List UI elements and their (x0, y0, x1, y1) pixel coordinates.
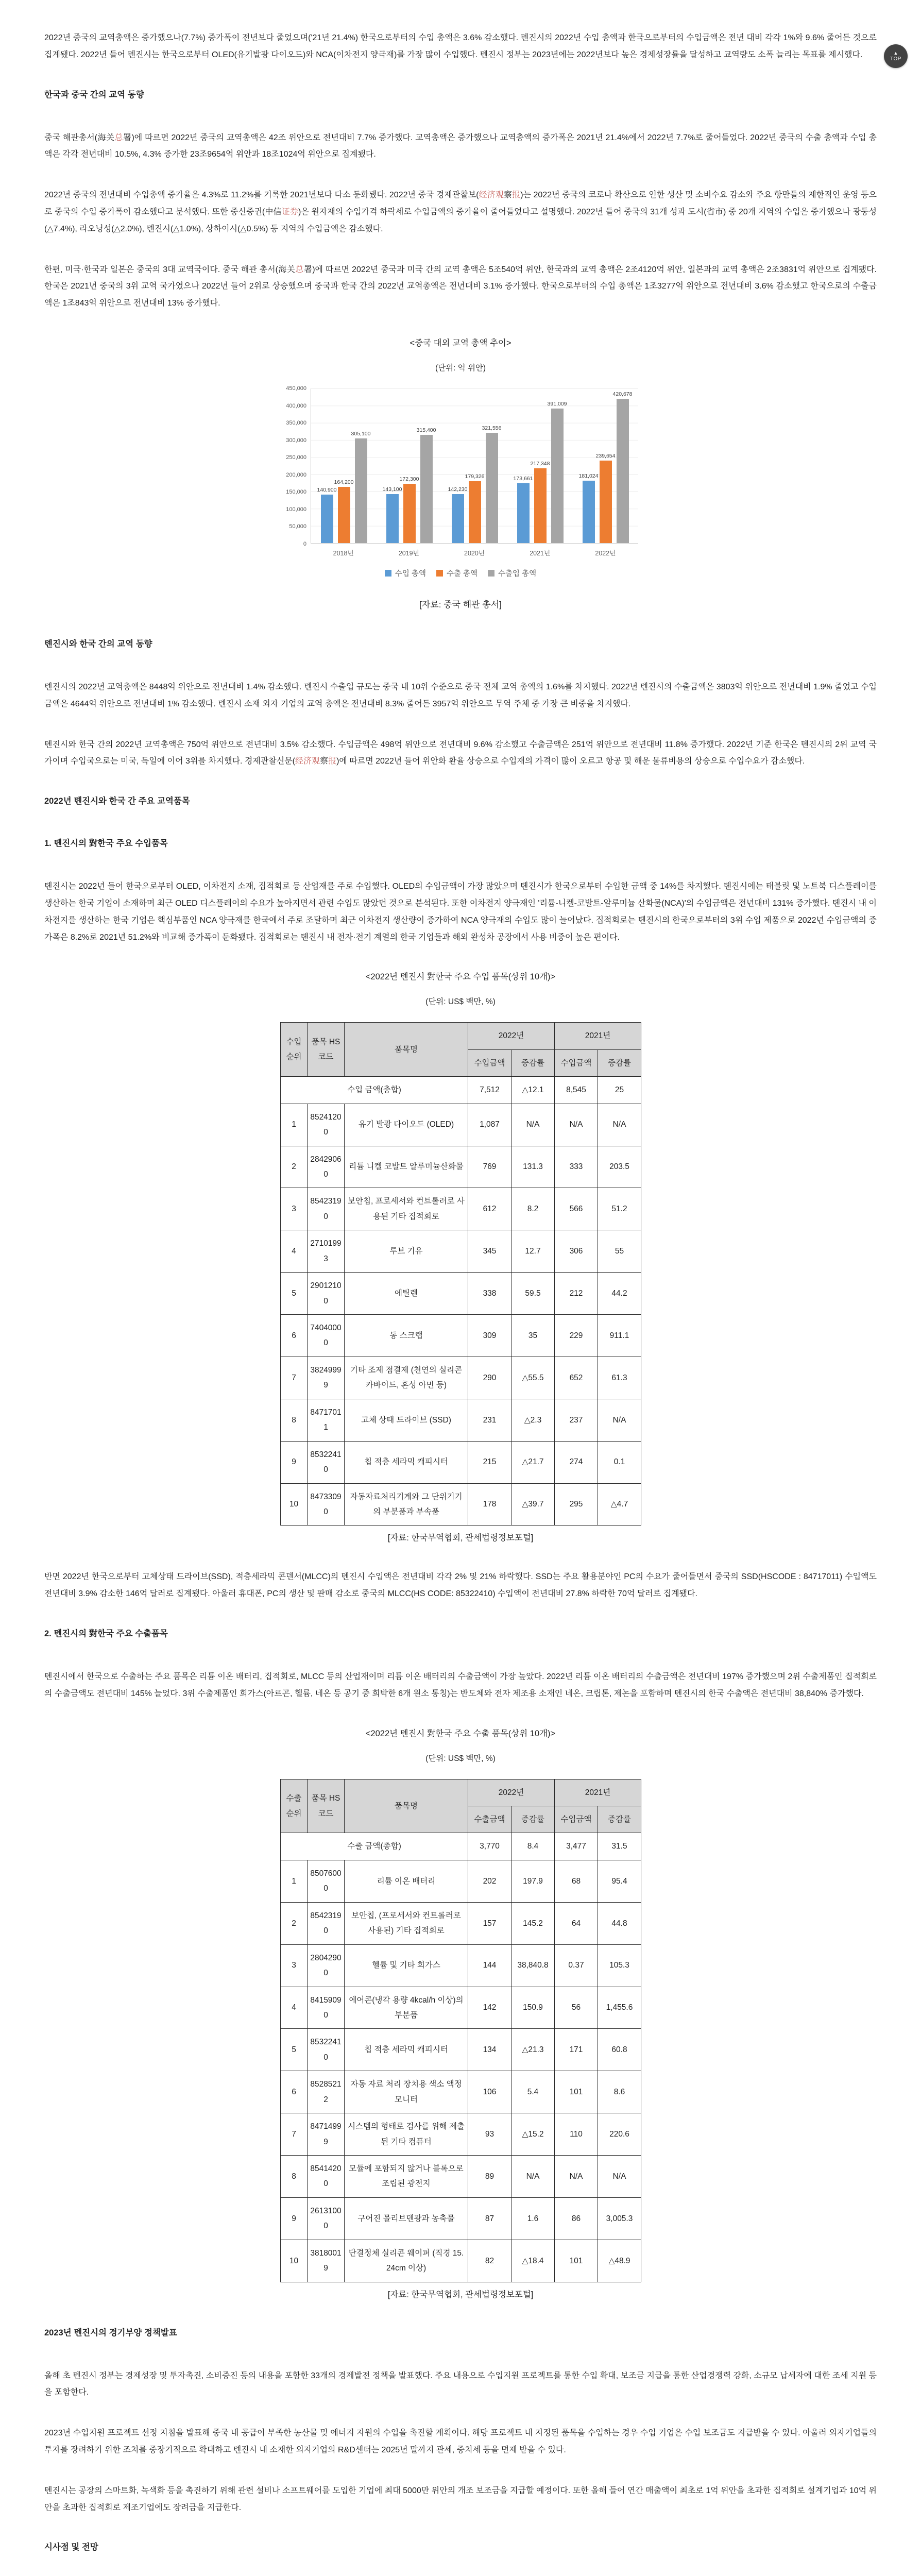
table-cell: 8.2 (511, 1188, 555, 1230)
export-table-unit: (단위: US$ 백만, %) (425, 1754, 496, 1763)
table-cell: 단결정체 실리콘 웨이퍼 (직경 15.24cm 이상) (345, 2240, 468, 2282)
table-cell: 290 (468, 1357, 511, 1399)
table-cell: 5 (281, 1273, 308, 1315)
table-cell: 134 (468, 2029, 511, 2071)
table-cell: 0.37 (555, 1944, 598, 1987)
table-cell: △15.2 (511, 2113, 555, 2156)
table-cell: 229 (555, 1315, 598, 1357)
legend-item (436, 568, 477, 579)
table-cell: 8 (281, 1399, 308, 1441)
chart-area (283, 385, 638, 557)
chart-plot-area (311, 388, 638, 544)
table-cell: △21.7 (511, 1441, 555, 1483)
table-cell: 338 (468, 1273, 511, 1315)
table-cell: 85322410 (308, 2029, 345, 2071)
table-cell: 시스템의 형태로 검사를 위해 제출된 기타 컴퓨터 (345, 2113, 468, 2156)
section-heading-trade-items: 2022년 톈진시와 한국 간 주요 교역품목 (44, 796, 190, 806)
column-header: 수입금액 (555, 1049, 598, 1076)
paragraph: 한편, 미국·한국과 일본은 중국의 3대 교역국이다. 중국 해관 총서(海关总署)에 따르면 2022년 중국과 미국 간의 교역 총액은 5조540억 위안, 한국과의 교역 총액은 2조4120억 위안, 일본과의 교역 총액은 2조3831억 위안으로 집계됐다. 한국은 2021년 중국의 3위 교역 국가였으나 2022년 들어 2위로 상승했으며 중국과 한국 간의 2022년 교역총액은 전년대비 3.1% 증가했다. 한국으로부터의 수입 총액은 1조3277억 위안으로 전년대비 3.6% 감소했고 한국으로의 수출금액은 1조843억 위안으로 전년대비 13% 증가했다. (44, 265, 877, 308)
table-cell: 3,477 (555, 1833, 598, 1860)
table-cell: 82 (468, 2240, 511, 2282)
table-cell: △4.7 (598, 1483, 641, 1526)
table-cell: 유기 발광 다이오드 (OLED) (345, 1104, 468, 1146)
column-header: 증감률 (598, 1806, 641, 1833)
table-cell: 자동 자료 처리 장치용 색소 액정 모니터 (345, 2071, 468, 2113)
import-table-title: <2022년 톈진시 對한국 주요 수입 품목(상위 10개)> (365, 972, 556, 982)
table-row (281, 1357, 641, 1399)
table-cell: 1,455.6 (598, 1987, 641, 2029)
table-cell: 144 (468, 1944, 511, 1987)
x-axis-tick-label: 2021년 (530, 549, 551, 557)
table-cell: N/A (555, 2156, 598, 2198)
table-cell: 171 (555, 2029, 598, 2071)
table-cell: 157 (468, 1902, 511, 1944)
chart-bar (420, 435, 433, 543)
table-cell: 4 (281, 1230, 308, 1273)
table-cell: 0.1 (598, 1441, 641, 1483)
table-total-row (281, 1077, 641, 1104)
bar-value-label: 181,024 (578, 473, 599, 480)
column-header: 2021년 (555, 1023, 641, 1049)
table-cell: 84159090 (308, 1987, 345, 2029)
legend-swatch-icon (488, 570, 494, 577)
table-row (281, 2156, 641, 2198)
legend-label: 수입 총액 (395, 569, 426, 578)
paragraph: 톈진시와 한국 간의 2022년 교역총액은 750억 위안으로 전년대비 3.5% 감소했다. 수입금액은 498억 위안으로 전년대비 9.6% 감소했고 수출금액은 251억 위안으로 전년대비 11.8% 증가했다. 2022년 기준 한국은 톈진시의 2위 교역 국가이며 수입국으로는 미국, 독일에 이어 3위를 차지했다. 경제관찰신문(经济观察报)에 따르면 2022년 들어 위안화 환율 상승으로 수입재의 가격이 많이 오르고 항공 및 해운 물류비용의 상승으로 수입수요가 감소했다. (44, 740, 877, 766)
legend-item (385, 568, 426, 579)
table-cell: 911.1 (598, 1315, 641, 1357)
table-cell: 64 (555, 1902, 598, 1944)
import-table-source: [자료: 한국무역협회, 관세법령정보포털] (387, 1533, 534, 1543)
column-header: 증감률 (511, 1049, 555, 1076)
table-cell: 215 (468, 1441, 511, 1483)
x-axis-tick-label: 2018년 (333, 549, 354, 557)
table-cell: 1.6 (511, 2197, 555, 2240)
sub-heading-import-items: 1. 톈진시의 對한국 주요 수입품목 (44, 839, 168, 849)
table-row (281, 2071, 641, 2113)
table-cell: N/A (598, 2156, 641, 2198)
paragraph: 톈진시에서 한국으로 수출하는 주요 품목은 리튬 이온 배터리, 집적회로, MLCC 등의 산업재이며 리튬 이온 배터리의 수출금액이 가장 높았다. 2022년 리튬 이온 배터리의 수출금액은 전년대비 197% 증가했으며 2위 수출제품인 집적회로의 수출금액도 전년대비 145% 늘었다. 3위 수출제품인 희가스(아르곤, 헬륨, 네온 등 공기 중 희박한 6개 원소 통칭)는 반도체와 전자 제조용 소재인 네온, 크립톤, 제논을 포함하며 톈진시의 한국 수출액은 전년대비 38,840% 증가했다. (44, 1672, 877, 1698)
table-cell: 구어진 몰리브덴광과 농축물 (345, 2197, 468, 2240)
table-cell: 10 (281, 1483, 308, 1526)
table-cell: 7 (281, 1357, 308, 1399)
table-cell: △18.4 (511, 2240, 555, 2282)
table-cell: 2 (281, 1146, 308, 1188)
legend-item (488, 568, 536, 579)
table-cell: △21.3 (511, 2029, 555, 2071)
column-header: 수입금액 (555, 1806, 598, 1833)
table-row (281, 2113, 641, 2156)
table-cell: △39.7 (511, 1483, 555, 1526)
table-cell: 리튬 니켈 코발트 알루미늄산화물 (345, 1146, 468, 1188)
chart-bar (486, 433, 498, 543)
table-cell: 에틸렌 (345, 1273, 468, 1315)
bar-value-label: 315,400 (416, 427, 436, 433)
table-cell: 수출 금액(총합) (281, 1833, 468, 1860)
table-row (281, 1104, 641, 1146)
bar-value-label: 391,009 (547, 401, 567, 408)
table-cell: 59.5 (511, 1273, 555, 1315)
table-cell: 보안칩, 프로세서와 컨트롤러로 사용된 기타 집적회로 (345, 1188, 468, 1230)
table-cell: 212 (555, 1273, 598, 1315)
section-heading-tianjin-korea: 톈진시와 한국 간의 교역 동향 (44, 639, 152, 649)
table-cell: 12.7 (511, 1230, 555, 1273)
legend-label: 수출 총액 (446, 569, 478, 578)
table-cell: 85414200 (308, 2156, 345, 2198)
table-cell: 3,770 (468, 1833, 511, 1860)
table-cell: 68 (555, 1860, 598, 1902)
bar-group (578, 388, 633, 543)
table-cell: 칩 적층 세라믹 캐피시터 (345, 1441, 468, 1483)
table-cell: 220.6 (598, 2113, 641, 2156)
paragraph: 톈진시의 2022년 교역총액은 8448억 위안으로 전년대비 1.4% 감소했다. 톈진시 수출입 규모는 중국 내 10위 수준으로 중국 전체 교역 총액의 1.6%를 차지했다. 2022년 톈진시의 수출금액은 3803억 위안으로 전년대비 1.9% 줄었고 수입금액은 4644억 위안으로 전년대비 1% 감소했다. 톈진시 소재 외자 기업의 교역 총액은 전년대비 8.3% 줄어든 3957억 위안으로 무역 주체 중 가장 큰 비중을 차지했다. (44, 682, 877, 708)
table-row (281, 1230, 641, 1273)
top-button-label: TOP (890, 56, 901, 62)
chart-source: [자료: 중국 해관 총서] (419, 599, 502, 609)
table-cell: 178 (468, 1483, 511, 1526)
import-table-block (280, 970, 641, 1526)
table-cell: N/A (511, 2156, 555, 2198)
table-cell: 동 스크랩 (345, 1315, 468, 1357)
chart-bar (403, 484, 416, 543)
table-cell: N/A (598, 1399, 641, 1441)
table-cell: 309 (468, 1315, 511, 1357)
chart-bar (452, 494, 464, 543)
table-row (281, 2240, 641, 2282)
table-cell: 6 (281, 1315, 308, 1357)
legend-swatch-icon (385, 570, 391, 577)
import-table-unit: (단위: US$ 백만, %) (425, 997, 496, 1007)
chart-bar (551, 409, 564, 543)
table-cell: 29012100 (308, 1273, 345, 1315)
chart-bar (469, 481, 481, 543)
table-cell: 231 (468, 1399, 511, 1441)
table-cell: 25 (598, 1077, 641, 1104)
table-cell: 84733090 (308, 1483, 345, 1526)
table-cell: 28429060 (308, 1146, 345, 1188)
x-axis-tick-label: 2020년 (464, 549, 485, 557)
table-cell: 38249999 (308, 1357, 345, 1399)
bar-value-label: 321,556 (482, 425, 502, 431)
table-header-row (281, 1779, 641, 1806)
table-row (281, 2197, 641, 2240)
chart-title: <중국 대외 교역 총액 추이> (410, 338, 511, 348)
table-cell: 1 (281, 1104, 308, 1146)
bar-value-label: 173,661 (513, 476, 533, 482)
table-cell: 8.6 (598, 2071, 641, 2113)
bar-value-label: 142,230 (448, 486, 468, 493)
paragraph: 톈진시는 2022년 들어 한국으로부터 OLED, 이차전지 소재, 집적회로 등 산업재를 주로 수입했다. OLED의 수입금액이 가장 많았으며 톈진시가 한국으로부터 수입한 금액 중 14%를 차지했다. 톈진시에는 태블릿 및 노트북 디스플레이를 생산하는 한국 기업이 소재하며 최근 OLED 디스플레이의 수요가 높아지면서 관련 수입도 많았던 것으로 분석된다. 또한 이차전지 양극재인 '리튬-니켈-코발트-알루미늄 산화물(NCA)'의 수입금액은 전년대비 131% 증가했다. 톈진시 내 이차전지를 생산하는 한국 기업은 핵심부품인 NCA 양극재를 한국에서 주로 조달하며 최근 이차전지 생산량이 증가하여 NCA 양극재의 수입도 많이 늘어났다. 집적회로는 톈진시의 한국으로부터의 3위 수입 제품으로 2022년 수입금액의 증가폭은 8.2%로 2021년 51.2%와 비교해 증가폭이 둔화됐다. 집적회로는 톈진시 내 전자·전기 계열의 한국 기업들과 해외 완성차 공장에서 사용 비중이 높은 편이다. (44, 882, 877, 942)
table-cell: 31.5 (598, 1833, 641, 1860)
column-header: 증감률 (598, 1049, 641, 1076)
table-cell: 5.4 (511, 2071, 555, 2113)
table-cell: 85076000 (308, 1860, 345, 1902)
table-cell: N/A (598, 1104, 641, 1146)
column-header: 품목명 (345, 1023, 468, 1077)
table-row (281, 1315, 641, 1357)
table-cell: 10 (281, 2240, 308, 2282)
chart-y-axis: 450,000 400,000 350,000 300,000 250,000 200,000 150,000 100,000 50,000 0 (286, 385, 306, 547)
table-cell: 87 (468, 2197, 511, 2240)
table-cell: 566 (555, 1188, 598, 1230)
bar-value-label: 420,678 (612, 391, 633, 397)
table-cell: 652 (555, 1357, 598, 1399)
chart-bar (534, 468, 547, 543)
chart-x-axis (311, 544, 638, 557)
import-table (280, 1022, 641, 1526)
scroll-to-top-button[interactable] (884, 44, 908, 68)
table-cell: △48.9 (598, 2240, 641, 2282)
table-cell: 3,005.3 (598, 2197, 641, 2240)
table-cell: 150.9 (511, 1987, 555, 2029)
table-cell: 85241200 (308, 1104, 345, 1146)
table-cell: 8,545 (555, 1077, 598, 1104)
table-cell: △2.3 (511, 1399, 555, 1441)
table-cell: 8 (281, 2156, 308, 2198)
table-cell: 51.2 (598, 1188, 641, 1230)
table-cell: 칩 적층 세라믹 캐피시터 (345, 2029, 468, 2071)
chevron-up-icon: ▲ (893, 50, 898, 56)
table-cell: 89 (468, 2156, 511, 2198)
chart-bar (386, 494, 399, 543)
table-cell: 237 (555, 1399, 598, 1441)
table-cell: 110 (555, 2113, 598, 2156)
table-cell: 루브 기유 (345, 1230, 468, 1273)
table-cell: 수입 금액(총합) (281, 1077, 468, 1104)
table-cell: 84714999 (308, 2113, 345, 2156)
table-cell: 61.3 (598, 1357, 641, 1399)
table-cell: 86 (555, 2197, 598, 2240)
bar-chart (283, 385, 638, 579)
table-cell: 295 (555, 1483, 598, 1526)
table-cell: 리튬 이온 배터리 (345, 1860, 468, 1902)
table-row (281, 1860, 641, 1902)
bar-value-label: 164,200 (334, 479, 354, 485)
bar-value-label: 172,300 (399, 476, 419, 483)
table-cell: 7,512 (468, 1077, 511, 1104)
intro-paragraph: 2022년 중국의 교역총액은 증가했으나(7.7%) 증가폭이 전년보다 줄었으며('21년 21.4%) 한국으로부터의 수입 총액은 3.6% 감소했다. 톈진시의 2022년 수입 총액과 한국으로부터의 수입금액은 전년 대비 각각 1%와 9.6% 줄어든 것으로 집계됐다. 2022년 들어 톈진시는 한국으로부터 OLED(유기발광 다이오드)와 NCA(이차전지 양극재)를 가장 많이 수입했다. 톈진시 정부는 2023년에는 2022년보다 높은 경제성장률을 달성하고 교역량도 소폭 늘리는 목표를 제시했다. (44, 33, 877, 59)
table-cell: 145.2 (511, 1902, 555, 1944)
table-cell: 7 (281, 2113, 308, 2156)
table-row (281, 1441, 641, 1483)
table-cell: 105.3 (598, 1944, 641, 1987)
table-cell: 5 (281, 2029, 308, 2071)
table-cell: 44.8 (598, 1902, 641, 1944)
column-header: 품목명 (345, 1779, 468, 1833)
chart-bar (355, 438, 367, 543)
table-cell: 2 (281, 1902, 308, 1944)
table-cell: 기타 조제 점결제 (천연의 실리콘 카바이드, 혼성 아민 등) (345, 1357, 468, 1399)
table-cell: 142 (468, 1987, 511, 2029)
table-cell: 9 (281, 1441, 308, 1483)
table-cell: 3 (281, 1944, 308, 1987)
table-cell: 95.4 (598, 1860, 641, 1902)
table-cell: 자동자료처리기계와 그 단위기기의 부분품과 부속품 (345, 1483, 468, 1526)
table-cell: 202 (468, 1860, 511, 1902)
table-cell: 보안칩, (프로세서와 컨트롤러로 사용된) 기타 집적회로 (345, 1902, 468, 1944)
table-cell: 1,087 (468, 1104, 511, 1146)
bar-group (382, 388, 436, 543)
chart-bar (338, 487, 350, 543)
table-cell: 27101993 (308, 1230, 345, 1273)
table-cell: 85423190 (308, 1188, 345, 1230)
chart-bar (583, 481, 595, 543)
chart-legend (283, 568, 638, 579)
bar-group (450, 388, 500, 543)
bar-value-label: 143,100 (382, 486, 402, 493)
table-row (281, 1146, 641, 1188)
table-cell: 274 (555, 1441, 598, 1483)
paragraph: 2023년 수입지원 프로젝트 선정 지침을 발표해 중국 내 공급이 부족한 농산물 및 에너지 자원의 수입을 촉진할 계획이다. 해당 프로젝트 내 지정된 품목을 수입하는 경우 수입 기업은 수입 보조금도 지급받을 수 있다. 아울러 외자기업들의 투자를 장려하기 위한 조치를 중장기적으로 확대하고 톈진시 내 소재한 외자기업의 R&D센터는 2025년 말까지 관세, 증치세 등을 면제 받을 수 있다. (44, 2429, 877, 2455)
table-row (281, 1399, 641, 1441)
table-cell: 38180019 (308, 2240, 345, 2282)
bar-value-label: 305,100 (351, 430, 371, 437)
bar-group (513, 388, 567, 543)
table-cell: 306 (555, 1230, 598, 1273)
column-header: 증감률 (511, 1806, 555, 1833)
paragraph: 2022년 중국의 전년대비 수입총액 증가율은 4.3%로 11.2%를 기록한 2021년보다 다소 둔화됐다. 2022년 중국 경제관찰보(经济观察报)는 2022년 중국의 코로나 확산으로 인한 생산 및 소비수요 감소와 주요 항만들의 제한적인 운영 등으로 중국의 수입 증가폭이 감소했다고 분석했다. 또한 중신증권(中信证券)은 원자재의 수입가격 하락세로 수입금액의 증가율이 줄어들었다고 설명했다. 2022년 들어 중국의 31개 성과 도시(省市) 중 20개 지역의 수입은 증가했으나 광둥성(△7.4%), 라오닝성(△2.0%), 톈진시(△1.0%), 상하이시(△0.5%) 등 지역의 수입금액은 감소했다. (44, 191, 877, 233)
table-cell: 3 (281, 1188, 308, 1230)
chart-bar (600, 461, 612, 543)
table-header-row (281, 1023, 641, 1049)
table-cell: N/A (511, 1104, 555, 1146)
bar-value-label: 140,900 (317, 487, 337, 494)
bar-value-label: 217,348 (530, 461, 550, 467)
section-heading-outlook: 시사점 및 전망 (44, 2543, 98, 2552)
chart-bar (617, 399, 629, 543)
table-cell: △55.5 (511, 1357, 555, 1399)
export-table-source: [자료: 한국무역협회, 관세법령정보포털] (387, 2290, 534, 2299)
table-cell: 85322410 (308, 1441, 345, 1483)
table-cell: 85285212 (308, 2071, 345, 2113)
table-cell: 93 (468, 2113, 511, 2156)
table-row (281, 1273, 641, 1315)
table-cell: 101 (555, 2240, 598, 2282)
table-cell: 203.5 (598, 1146, 641, 1188)
table-cell: 에어콘(냉각 용량 4kcal/h 이상)의 부분품 (345, 1987, 468, 2029)
chart-bar (517, 483, 530, 543)
column-header: 수출 순위 (281, 1779, 308, 1833)
column-header: 2022년 (468, 1023, 555, 1049)
table-total-row (281, 1833, 641, 1860)
table-cell: 35 (511, 1315, 555, 1357)
table-cell: 고체 상태 드라이브 (SSD) (345, 1399, 468, 1441)
table-cell: 60.8 (598, 2029, 641, 2071)
table-cell: 28042900 (308, 1944, 345, 1987)
x-axis-tick-label: 2019년 (398, 549, 419, 557)
table-cell: 612 (468, 1188, 511, 1230)
chart-bar (321, 495, 333, 543)
export-table-title: <2022년 톈진시 對한국 주요 수출 품목(상위 10개)> (365, 1728, 556, 1738)
bar-value-label: 239,654 (595, 453, 616, 460)
table-cell: 106 (468, 2071, 511, 2113)
section-heading-korea-china: 한국과 중국 간의 교역 동향 (44, 90, 144, 99)
table-cell: 26131000 (308, 2197, 345, 2240)
table-cell: 모듈에 포함되지 않거나 블록으로 조립된 광전지 (345, 2156, 468, 2198)
table-cell: 333 (555, 1146, 598, 1188)
table-cell: 56 (555, 1987, 598, 2029)
table-cell: 4 (281, 1987, 308, 2029)
paragraph: 중국 해관총서(海关总署)에 따르면 2022년 중국의 교역총액은 42조 위안으로 전년대비 7.7% 증가했다. 교역총액은 증가했으나 교역총액의 증가폭은 2021년 21.4%에서 2022년 7.7%로 줄어들었다. 2022년 중국의 수출 총액과 수입 총액은 각각 전년대비 10.5%, 4.3% 증가한 23조9654억 위안과 18조1024억 위안으로 집계됐다. (44, 133, 877, 159)
table-row (281, 2029, 641, 2071)
table-cell: 84717011 (308, 1399, 345, 1441)
table-cell: 74040000 (308, 1315, 345, 1357)
table-cell: 85423190 (308, 1902, 345, 1944)
sub-heading-export-items: 2. 톈진시의 對한국 주요 수출품목 (44, 1629, 168, 1638)
column-header: 2021년 (555, 1779, 641, 1806)
table-cell: △12.1 (511, 1077, 555, 1104)
legend-label: 수출입 총액 (498, 569, 537, 578)
legend-swatch-icon (436, 570, 443, 577)
column-header: 품목 HS코드 (308, 1023, 345, 1077)
paragraph: 톈진시는 공장의 스마트화, 녹색화 등을 촉진하기 위해 관련 설비나 소프트웨어를 도입한 기업에 최대 5000만 위안의 개조 보조금을 지급할 예정이다. 또한 올해 들어 연간 매출액이 최초로 1억 위안을 초과한 집적회로 설계기업과 10억 위안을 초과한 집적회로 제조기업에도 장려금을 지급한다. (44, 2486, 877, 2512)
paragraph: 올해 초 톈진시 정부는 경제성장 및 투자촉진, 소비증진 등의 내용을 포함한 33개의 경제발전 정책을 발표했다. 주요 내용으로 수입지원 프로젝트를 통한 수입 확대, 보조금 지급을 통한 산업경쟁력 강화, 소규모 납세자에 대한 조세 지원 등을 포함한다. (44, 2371, 877, 2397)
export-table (280, 1779, 641, 2282)
table-row (281, 1188, 641, 1230)
table-cell: 769 (468, 1146, 511, 1188)
chart-unit-label: (단위: 억 위안) (435, 363, 486, 372)
x-axis-tick-label: 2022년 (595, 549, 616, 557)
column-header: 2022년 (468, 1779, 555, 1806)
table-cell: 1 (281, 1860, 308, 1902)
table-cell: 197.9 (511, 1860, 555, 1902)
table-cell: 6 (281, 2071, 308, 2113)
table-row (281, 1483, 641, 1526)
column-header: 수입 순위 (281, 1023, 308, 1077)
table-row (281, 1987, 641, 2029)
table-cell: 38,840.8 (511, 1944, 555, 1987)
table-cell: 헬륨 및 기타 희가스 (345, 1944, 468, 1987)
table-cell: 131.3 (511, 1146, 555, 1188)
table-cell: N/A (555, 1104, 598, 1146)
table-cell: 101 (555, 2071, 598, 2113)
bar-value-label: 179,326 (465, 473, 485, 480)
paragraph: 반면 2022년 한국으로부터 고체상태 드라이브(SSD), 적층세라믹 콘덴서(MLCC)의 톈진시 수입액은 전년대비 각각 2% 및 21% 하락했다. SSD는 주요 활용분야인 PC의 수요가 줄어들면서 중국의 SSD(HSCODE : 84717011) 수입액도 전년대비 3.9% 감소한 146억 달러로 집계됐다. 아울러 휴대폰, PC의 생산 및 판매 감소로 중국의 MLCC(HS CODE: 85322410) 수입액이 전년대비 27.8% 하락한 70억 달러로 집계됐다. (44, 1572, 877, 1599)
column-header: 수입금액 (468, 1049, 511, 1076)
table-cell: 9 (281, 2197, 308, 2240)
column-header: 품목 HS코드 (308, 1779, 345, 1833)
bar-group (319, 388, 369, 543)
column-header: 수출금액 (468, 1806, 511, 1833)
table-row (281, 1902, 641, 1944)
table-cell: 345 (468, 1230, 511, 1273)
table-cell: 8.4 (511, 1833, 555, 1860)
table-cell: 44.2 (598, 1273, 641, 1315)
table-row (281, 1944, 641, 1987)
table-cell: 55 (598, 1230, 641, 1273)
china-trade-chart (283, 336, 638, 610)
section-heading-policy: 2023년 톈진시의 경기부양 정책발표 (44, 2328, 177, 2337)
export-table-block (280, 1726, 641, 2282)
